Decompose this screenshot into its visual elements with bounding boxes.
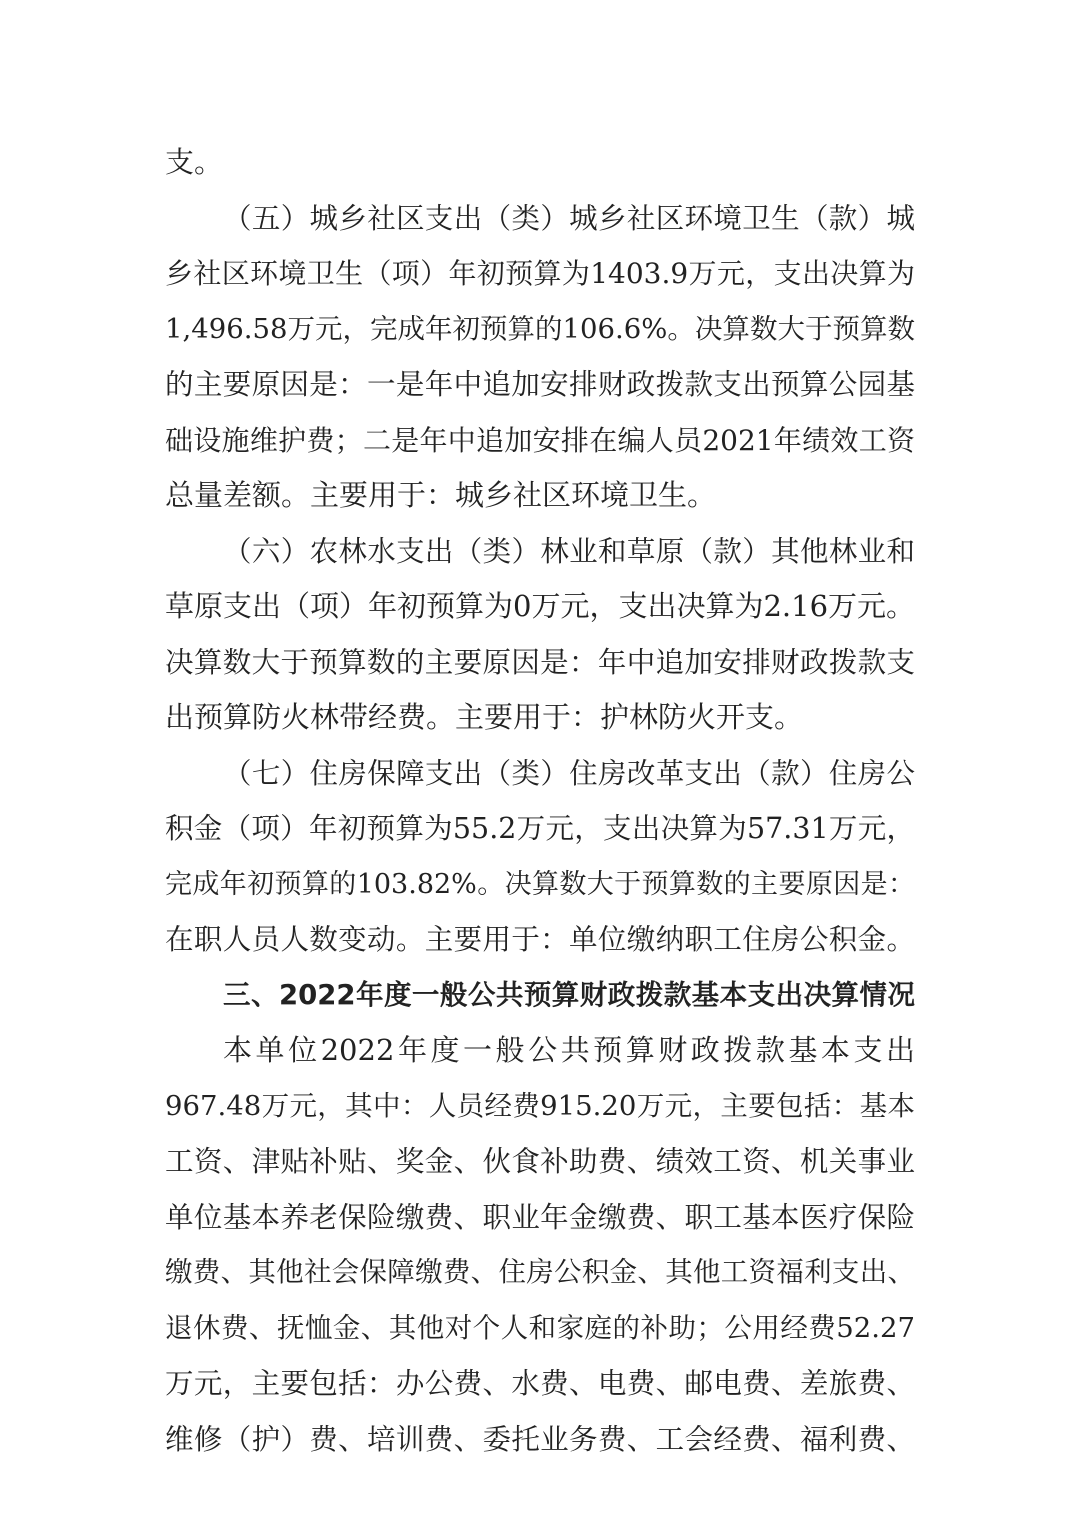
paragraph-6-line-1: （六）农林水支出（类）林业和草原（款）其他林业和	[223, 534, 915, 568]
text-line: 退休费、抚恤金、其他对个人和家庭的补助；公用经费52.27	[165, 1311, 915, 1344]
text-line: 草原支出（项）年初预算为0万元，支出决算为2.16万元。	[165, 589, 915, 623]
text-line: 967.48万元，其中：人员经费915.20万元，主要包括：基本	[165, 1089, 915, 1122]
paragraph-5-line-1: （五）城乡社区支出（类）城乡社区环境卫生（款）城	[223, 201, 915, 235]
text-line: 1,496.58万元，完成年初预算的106.6%。决算数大于预算数	[165, 312, 915, 345]
text-line: 支。	[165, 145, 224, 179]
text-line: 础设施维护费；二是年中追加安排在编人员2021年绩效工资	[165, 423, 915, 457]
document-page	[165, 135, 915, 1467]
text-line: 出预算防火林带经费。主要用于：护林防火开支。	[165, 700, 804, 734]
text-line: 乡社区环境卫生（项）年初预算为1403.9万元，支出决算为	[165, 257, 915, 290]
paragraph-7-line-1: （七）住房保障支出（类）住房改革支出（款）住房公	[223, 756, 915, 790]
text-line: 工资、津贴补贴、奖金、伙食补助费、绩效工资、机关事业	[165, 1145, 915, 1178]
text-line: 完成年初预算的103.82%。决算数大于预算数的主要原因是：	[165, 868, 915, 900]
text-line: 在职人员人数变动。主要用于：单位缴纳职工住房公积金。	[165, 923, 915, 956]
text-line: 的主要原因是：一是年中追加安排财政拨款支出预算公园基	[165, 368, 915, 401]
text-line: 决算数大于预算数的主要原因是：年中追加安排财政拨款支	[165, 645, 915, 679]
paragraph-3-line-1: 本单位2022年度一般公共预算财政拨款基本支出	[223, 1033, 915, 1067]
text-line: 总量差额。主要用于：城乡社区环境卫生。	[165, 478, 717, 512]
section-heading: 三、2022年度一般公共预算财政拨款基本支出决算情况	[223, 978, 915, 1011]
text-line: 缴费、其他社会保障缴费、住房公积金、其他工资福利支出、	[165, 1256, 915, 1288]
text-line: 积金（项）年初预算为55.2万元，支出决算为57.31万元，	[165, 812, 915, 845]
text-line: 维修（护）费、培训费、委托业务费、工会经费、福利费、	[165, 1422, 915, 1456]
text-line: 万元，主要包括：办公费、水费、电费、邮电费、差旅费、	[165, 1367, 915, 1400]
text-line: 单位基本养老保险缴费、职业年金缴费、职工基本医疗保险	[165, 1200, 915, 1234]
